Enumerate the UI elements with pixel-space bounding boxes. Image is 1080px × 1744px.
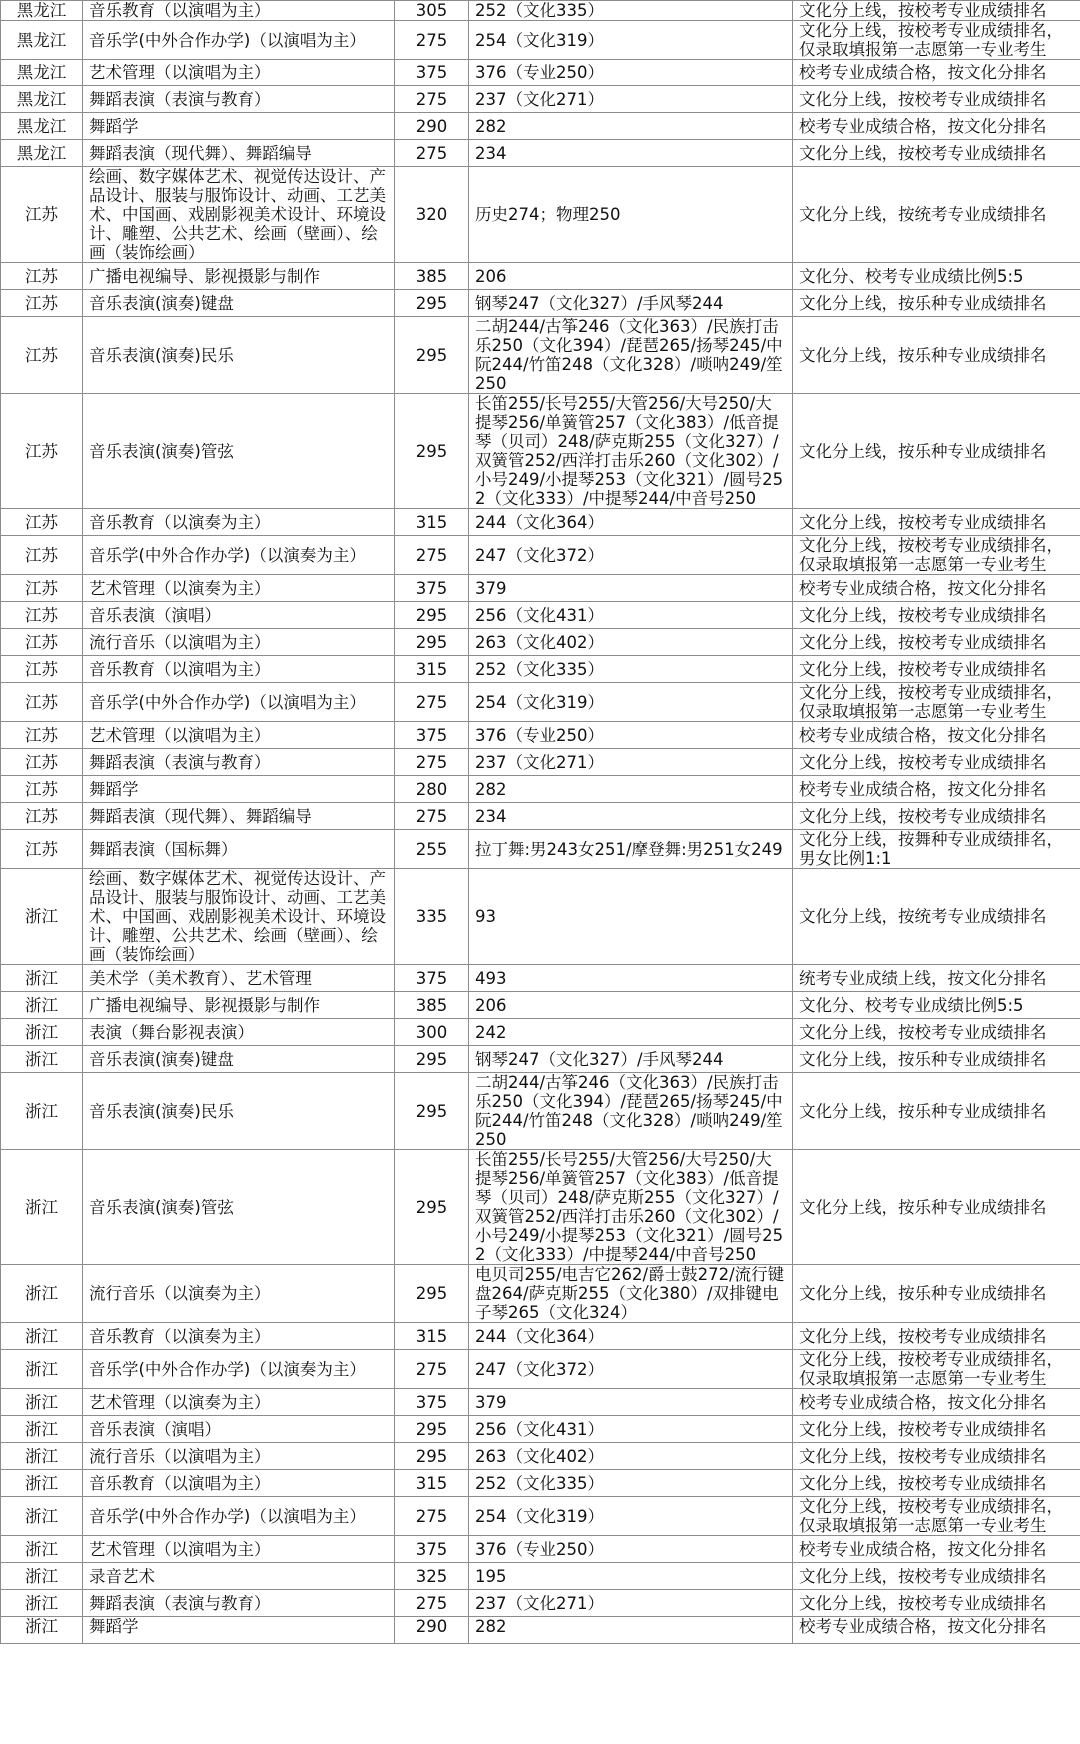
admission-rule-cell: 文化分上线，按校考专业成绩排名	[793, 629, 1080, 656]
major-cell: 音乐学(中外合作办学)（以演奏为主）	[83, 536, 395, 575]
major-cell: 音乐学(中外合作办学)（以演唱为主）	[83, 683, 395, 722]
professional-score-cell: 206	[469, 992, 793, 1019]
culture-score-cell: 280	[395, 776, 469, 803]
culture-score-cell: 295	[395, 629, 469, 656]
table-row	[1, 1, 1080, 21]
culture-score-cell: 290	[395, 113, 469, 140]
province-cell: 浙江	[1, 1323, 83, 1350]
table-row	[1, 167, 1080, 263]
province-cell: 浙江	[1, 1150, 83, 1265]
province-cell: 江苏	[1, 536, 83, 575]
professional-score-cell: 282	[469, 113, 793, 140]
province-cell: 江苏	[1, 749, 83, 776]
major-cell: 音乐表演(演奏)键盘	[83, 1046, 395, 1073]
major-cell: 流行音乐（以演唱为主）	[83, 629, 395, 656]
province-cell: 浙江	[1, 1265, 83, 1323]
admission-rule-cell: 文化分上线，按校考专业成绩排名	[793, 803, 1080, 830]
admission-rule-cell: 文化分上线，按校考专业成绩排名	[793, 1470, 1080, 1497]
table-row	[1, 290, 1080, 317]
table-row	[1, 722, 1080, 749]
major-cell: 艺术管理（以演唱为主）	[83, 1536, 395, 1563]
culture-score-cell: 385	[395, 263, 469, 290]
culture-score-cell: 275	[395, 140, 469, 167]
admission-rule-cell: 文化分上线，按校考专业成绩排名	[793, 602, 1080, 629]
professional-score-cell: 254（文化319）	[469, 21, 793, 60]
professional-score-cell: 长笛255/长号255/大管256/大号250/大提琴256/单簧管257（文化383）/低音提琴（贝司）248/萨克斯255（文化327）/双簧管252/西洋打击乐260（文化302）/小号249/小提琴253（文化321）/圆号252（文化333）/中提琴244/中音号250	[469, 1150, 793, 1265]
table-row	[1, 1536, 1080, 1563]
major-cell: 音乐表演(演奏)管弦	[83, 1150, 395, 1265]
province-cell: 江苏	[1, 722, 83, 749]
professional-score-cell: 252（文化335）	[469, 1470, 793, 1497]
table-row	[1, 830, 1080, 869]
admission-rule-cell: 文化分上线，按乐种专业成绩排名	[793, 290, 1080, 317]
major-cell: 舞蹈表演（表演与教育）	[83, 749, 395, 776]
major-cell: 音乐表演（演唱）	[83, 1416, 395, 1443]
professional-score-cell: 拉丁舞:男243女251/摩登舞:男251女249	[469, 830, 793, 869]
major-cell: 广播电视编导、影视摄影与制作	[83, 992, 395, 1019]
table-row	[1, 21, 1080, 60]
admission-rule-cell: 校考专业成绩合格，按文化分排名	[793, 60, 1080, 86]
culture-score-cell: 315	[395, 1323, 469, 1350]
professional-score-cell: 252（文化335）	[469, 1, 793, 21]
province-cell: 浙江	[1, 869, 83, 965]
table-row	[1, 536, 1080, 575]
admission-rule-cell: 文化分上线，按校考专业成绩排名	[793, 86, 1080, 113]
major-cell: 艺术管理（以演奏为主）	[83, 575, 395, 602]
major-cell: 音乐表演(演奏)键盘	[83, 290, 395, 317]
professional-score-cell: 钢琴247（文化327）/手风琴244	[469, 1046, 793, 1073]
admission-rule-cell: 文化分上线，按校考专业成绩排名，仅录取填报第一志愿第一专业考生	[793, 1497, 1080, 1536]
professional-score-cell: 244（文化364）	[469, 509, 793, 536]
professional-score-cell: 247（文化372）	[469, 1350, 793, 1389]
province-cell: 江苏	[1, 830, 83, 869]
province-cell: 浙江	[1, 965, 83, 992]
province-cell: 黑龙江	[1, 86, 83, 113]
table-row	[1, 1073, 1080, 1150]
major-cell: 流行音乐（以演唱为主）	[83, 1443, 395, 1470]
table-row	[1, 776, 1080, 803]
professional-score-cell: 252（文化335）	[469, 656, 793, 683]
major-cell: 舞蹈学	[83, 113, 395, 140]
culture-score-cell: 375	[395, 1536, 469, 1563]
table-row	[1, 140, 1080, 167]
table-row	[1, 1389, 1080, 1416]
province-cell: 浙江	[1, 1470, 83, 1497]
province-cell: 浙江	[1, 1590, 83, 1617]
major-cell: 表演（舞台影视表演）	[83, 1019, 395, 1046]
table-row	[1, 1150, 1080, 1265]
major-cell: 艺术管理（以演唱为主）	[83, 722, 395, 749]
province-cell: 江苏	[1, 776, 83, 803]
major-cell: 音乐教育（以演奏为主）	[83, 509, 395, 536]
culture-score-cell: 385	[395, 992, 469, 1019]
major-cell: 艺术管理（以演唱为主）	[83, 60, 395, 86]
professional-score-cell: 376（专业250）	[469, 722, 793, 749]
admission-rule-cell: 文化分上线，按校考专业成绩排名，仅录取填报第一志愿第一专业考生	[793, 536, 1080, 575]
professional-score-cell: 195	[469, 1563, 793, 1590]
culture-score-cell: 275	[395, 1590, 469, 1617]
culture-score-cell: 315	[395, 509, 469, 536]
culture-score-cell: 320	[395, 167, 469, 263]
table-row	[1, 1265, 1080, 1323]
major-cell: 音乐学(中外合作办学)（以演奏为主）	[83, 1350, 395, 1389]
admission-rule-cell: 文化分上线，按乐种专业成绩排名	[793, 1073, 1080, 1150]
province-cell: 黑龙江	[1, 113, 83, 140]
professional-score-cell: 237（文化271）	[469, 749, 793, 776]
table-row	[1, 1350, 1080, 1389]
province-cell: 江苏	[1, 629, 83, 656]
table-row	[1, 394, 1080, 509]
admission-rule-cell: 文化分上线，按校考专业成绩排名	[793, 1590, 1080, 1617]
admission-rule-cell: 文化分上线，按校考专业成绩排名，仅录取填报第一志愿第一专业考生	[793, 1350, 1080, 1389]
admission-rule-cell: 统考专业成绩上线，按文化分排名	[793, 965, 1080, 992]
culture-score-cell: 295	[395, 1416, 469, 1443]
province-cell: 黑龙江	[1, 140, 83, 167]
professional-score-cell: 282	[469, 1617, 793, 1644]
table-row	[1, 1590, 1080, 1617]
table-row	[1, 86, 1080, 113]
professional-score-cell: 256（文化431）	[469, 1416, 793, 1443]
admission-rule-cell: 文化分上线，按校考专业成绩排名	[793, 1416, 1080, 1443]
culture-score-cell: 275	[395, 21, 469, 60]
admission-rule-cell: 文化分上线，按校考专业成绩排名，仅录取填报第一志愿第一专业考生	[793, 683, 1080, 722]
major-cell: 音乐表演(演奏)民乐	[83, 317, 395, 394]
major-cell: 舞蹈学	[83, 776, 395, 803]
province-cell: 浙江	[1, 1617, 83, 1644]
admission-rule-cell: 校考专业成绩合格，按文化分排名	[793, 1389, 1080, 1416]
admission-rule-cell: 校考专业成绩合格，按文化分排名	[793, 1617, 1080, 1644]
admission-rule-cell: 文化分、校考专业成绩比例5:5	[793, 992, 1080, 1019]
admission-rule-cell: 文化分上线，按乐种专业成绩排名	[793, 1046, 1080, 1073]
major-cell: 舞蹈表演（现代舞）、舞蹈编导	[83, 803, 395, 830]
province-cell: 江苏	[1, 656, 83, 683]
culture-score-cell: 315	[395, 1470, 469, 1497]
professional-score-cell: 长笛255/长号255/大管256/大号250/大提琴256/单簧管257（文化383）/低音提琴（贝司）248/萨克斯255（文化327）/双簧管252/西洋打击乐260（文化302）/小号249/小提琴253（文化321）/圆号252（文化333）/中提琴244/中音号250	[469, 394, 793, 509]
admission-rule-cell: 文化分上线，按校考专业成绩排名	[793, 509, 1080, 536]
table-row	[1, 1416, 1080, 1443]
admission-rule-cell: 文化分上线，按舞种专业成绩排名，男女比例1:1	[793, 830, 1080, 869]
professional-score-cell: 206	[469, 263, 793, 290]
professional-score-cell: 254（文化319）	[469, 1497, 793, 1536]
table-row	[1, 683, 1080, 722]
culture-score-cell: 275	[395, 683, 469, 722]
admission-rule-cell: 校考专业成绩合格，按文化分排名	[793, 113, 1080, 140]
table-row	[1, 1323, 1080, 1350]
admission-rule-cell: 校考专业成绩合格，按文化分排名	[793, 722, 1080, 749]
province-cell: 浙江	[1, 1046, 83, 1073]
admission-rule-cell: 文化分上线，按校考专业成绩排名	[793, 1019, 1080, 1046]
admission-rule-cell: 文化分上线，按校考专业成绩排名，仅录取填报第一志愿第一专业考生	[793, 21, 1080, 60]
admission-rule-cell: 文化分上线，按校考专业成绩排名	[793, 1563, 1080, 1590]
professional-score-cell: 234	[469, 803, 793, 830]
table-row	[1, 575, 1080, 602]
culture-score-cell: 275	[395, 536, 469, 575]
table-row	[1, 1497, 1080, 1536]
province-cell: 江苏	[1, 575, 83, 602]
major-cell: 音乐学(中外合作办学)（以演唱为主）	[83, 1497, 395, 1536]
culture-score-cell: 295	[395, 1073, 469, 1150]
major-cell: 流行音乐（以演奏为主）	[83, 1265, 395, 1323]
major-cell: 绘画、数字媒体艺术、视觉传达设计、产品设计、服装与服饰设计、动画、工艺美术、中国画、戏剧影视美术设计、环境设计、雕塑、公共艺术、绘画（壁画）、绘画（装饰绘画）	[83, 869, 395, 965]
professional-score-cell: 379	[469, 575, 793, 602]
province-cell: 浙江	[1, 1497, 83, 1536]
table-body	[1, 1, 1080, 1644]
professional-score-cell: 376（专业250）	[469, 60, 793, 86]
admission-rule-cell: 文化分上线，按校考专业成绩排名	[793, 1, 1080, 21]
table-row	[1, 1617, 1080, 1644]
table-row	[1, 1046, 1080, 1073]
major-cell: 舞蹈表演（表演与教育）	[83, 1590, 395, 1617]
culture-score-cell: 375	[395, 722, 469, 749]
table-row	[1, 1443, 1080, 1470]
major-cell: 音乐教育（以演奏为主）	[83, 1323, 395, 1350]
culture-score-cell: 300	[395, 1019, 469, 1046]
culture-score-cell: 375	[395, 1389, 469, 1416]
professional-score-cell: 钢琴247（文化327）/手风琴244	[469, 290, 793, 317]
professional-score-cell: 237（文化271）	[469, 1590, 793, 1617]
culture-score-cell: 275	[395, 86, 469, 113]
table-row	[1, 60, 1080, 86]
major-cell: 广播电视编导、影视摄影与制作	[83, 263, 395, 290]
province-cell: 江苏	[1, 167, 83, 263]
major-cell: 舞蹈学	[83, 1617, 395, 1644]
province-cell: 浙江	[1, 992, 83, 1019]
culture-score-cell: 325	[395, 1563, 469, 1590]
province-cell: 江苏	[1, 602, 83, 629]
major-cell: 舞蹈表演（国标舞）	[83, 830, 395, 869]
professional-score-cell: 93	[469, 869, 793, 965]
admission-rule-cell: 文化分上线，按校考专业成绩排名	[793, 749, 1080, 776]
culture-score-cell: 295	[395, 317, 469, 394]
culture-score-cell: 375	[395, 965, 469, 992]
province-cell: 江苏	[1, 317, 83, 394]
admission-rule-cell: 文化分、校考专业成绩比例5:5	[793, 263, 1080, 290]
professional-score-cell: 242	[469, 1019, 793, 1046]
table-row	[1, 602, 1080, 629]
professional-score-cell: 237（文化271）	[469, 86, 793, 113]
culture-score-cell: 275	[395, 1497, 469, 1536]
culture-score-cell: 315	[395, 656, 469, 683]
culture-score-cell: 255	[395, 830, 469, 869]
major-cell: 艺术管理（以演奏为主）	[83, 1389, 395, 1416]
professional-score-cell: 二胡244/古筝246（文化363）/民族打击乐250（文化394）/琵琶265/扬琴245/中阮244/竹笛248（文化328）/唢呐249/笙250	[469, 1073, 793, 1150]
professional-score-cell: 247（文化372）	[469, 536, 793, 575]
culture-score-cell: 290	[395, 1617, 469, 1644]
professional-score-cell: 282	[469, 776, 793, 803]
major-cell: 音乐表演（演唱）	[83, 602, 395, 629]
province-cell: 浙江	[1, 1389, 83, 1416]
professional-score-cell: 电贝司255/电吉它262/爵士鼓272/流行键盘264/萨克斯255（文化380）/双排键电子琴265（文化324）	[469, 1265, 793, 1323]
province-cell: 江苏	[1, 683, 83, 722]
province-cell: 黑龙江	[1, 1, 83, 21]
province-cell: 浙江	[1, 1350, 83, 1389]
admission-rule-cell: 文化分上线，按统考专业成绩排名	[793, 167, 1080, 263]
table-row	[1, 749, 1080, 776]
table-row	[1, 992, 1080, 1019]
admission-rule-cell: 文化分上线，按校考专业成绩排名	[793, 140, 1080, 167]
major-cell: 美术学（美术教育）、艺术管理	[83, 965, 395, 992]
professional-score-cell: 263（文化402）	[469, 629, 793, 656]
table-row	[1, 1563, 1080, 1590]
admission-rule-cell: 文化分上线，按乐种专业成绩排名	[793, 394, 1080, 509]
culture-score-cell: 275	[395, 803, 469, 830]
table-row	[1, 869, 1080, 965]
culture-score-cell: 295	[395, 1265, 469, 1323]
province-cell: 江苏	[1, 394, 83, 509]
province-cell: 浙江	[1, 1019, 83, 1046]
culture-score-cell: 295	[395, 602, 469, 629]
professional-score-cell: 244（文化364）	[469, 1323, 793, 1350]
major-cell: 音乐学(中外合作办学)（以演唱为主）	[83, 21, 395, 60]
admission-rule-cell: 文化分上线，按乐种专业成绩排名	[793, 317, 1080, 394]
major-cell: 音乐教育（以演唱为主）	[83, 1470, 395, 1497]
major-cell: 舞蹈表演（表演与教育）	[83, 86, 395, 113]
table-row	[1, 1470, 1080, 1497]
province-cell: 浙江	[1, 1073, 83, 1150]
province-cell: 黑龙江	[1, 60, 83, 86]
province-cell: 浙江	[1, 1416, 83, 1443]
admission-rule-cell: 文化分上线，按校考专业成绩排名	[793, 1443, 1080, 1470]
admission-rule-cell: 校考专业成绩合格，按文化分排名	[793, 1536, 1080, 1563]
table-row	[1, 965, 1080, 992]
major-cell: 音乐教育（以演唱为主）	[83, 656, 395, 683]
province-cell: 江苏	[1, 803, 83, 830]
province-cell: 江苏	[1, 509, 83, 536]
culture-score-cell: 295	[395, 394, 469, 509]
culture-score-cell: 295	[395, 1046, 469, 1073]
professional-score-cell: 379	[469, 1389, 793, 1416]
culture-score-cell: 335	[395, 869, 469, 965]
culture-score-cell: 275	[395, 749, 469, 776]
province-cell: 江苏	[1, 290, 83, 317]
admission-rule-cell: 校考专业成绩合格，按文化分排名	[793, 575, 1080, 602]
admission-rule-cell: 校考专业成绩合格，按文化分排名	[793, 776, 1080, 803]
table-row	[1, 263, 1080, 290]
admission-rule-cell: 文化分上线，按校考专业成绩排名	[793, 656, 1080, 683]
professional-score-cell: 二胡244/古筝246（文化363）/民族打击乐250（文化394）/琵琶265/扬琴245/中阮244/竹笛248（文化328）/唢呐249/笙250	[469, 317, 793, 394]
professional-score-cell: 254（文化319）	[469, 683, 793, 722]
admission-rule-cell: 文化分上线，按统考专业成绩排名	[793, 869, 1080, 965]
professional-score-cell: 历史274；物理250	[469, 167, 793, 263]
province-cell: 江苏	[1, 263, 83, 290]
culture-score-cell: 295	[395, 1150, 469, 1265]
professional-score-cell: 376（专业250）	[469, 1536, 793, 1563]
table-row	[1, 509, 1080, 536]
professional-score-cell: 256（文化431）	[469, 602, 793, 629]
culture-score-cell: 375	[395, 575, 469, 602]
province-cell: 浙江	[1, 1563, 83, 1590]
culture-score-cell: 295	[395, 290, 469, 317]
culture-score-cell: 375	[395, 60, 469, 86]
province-cell: 浙江	[1, 1443, 83, 1470]
professional-score-cell: 263（文化402）	[469, 1443, 793, 1470]
table-row	[1, 656, 1080, 683]
culture-score-cell: 275	[395, 1350, 469, 1389]
table-row	[1, 113, 1080, 140]
admission-rule-cell: 文化分上线，按校考专业成绩排名	[793, 1323, 1080, 1350]
table-row	[1, 1019, 1080, 1046]
professional-score-cell: 493	[469, 965, 793, 992]
major-cell: 音乐表演(演奏)管弦	[83, 394, 395, 509]
admission-rule-cell: 文化分上线，按乐种专业成绩排名	[793, 1265, 1080, 1323]
table-row	[1, 803, 1080, 830]
professional-score-cell: 234	[469, 140, 793, 167]
province-cell: 黑龙江	[1, 21, 83, 60]
major-cell: 舞蹈表演（现代舞）、舞蹈编导	[83, 140, 395, 167]
admission-rule-cell: 文化分上线，按乐种专业成绩排名	[793, 1150, 1080, 1265]
culture-score-cell: 295	[395, 1443, 469, 1470]
major-cell: 音乐教育（以演唱为主）	[83, 1, 395, 21]
major-cell: 绘画、数字媒体艺术、视觉传达设计、产品设计、服装与服饰设计、动画、工艺美术、中国画、戏剧影视美术设计、环境设计、雕塑、公共艺术、绘画（壁画）、绘画（装饰绘画）	[83, 167, 395, 263]
culture-score-cell: 305	[395, 1, 469, 21]
major-cell: 录音艺术	[83, 1563, 395, 1590]
table-row	[1, 317, 1080, 394]
major-cell: 音乐表演(演奏)民乐	[83, 1073, 395, 1150]
table-row	[1, 629, 1080, 656]
province-cell: 浙江	[1, 1536, 83, 1563]
